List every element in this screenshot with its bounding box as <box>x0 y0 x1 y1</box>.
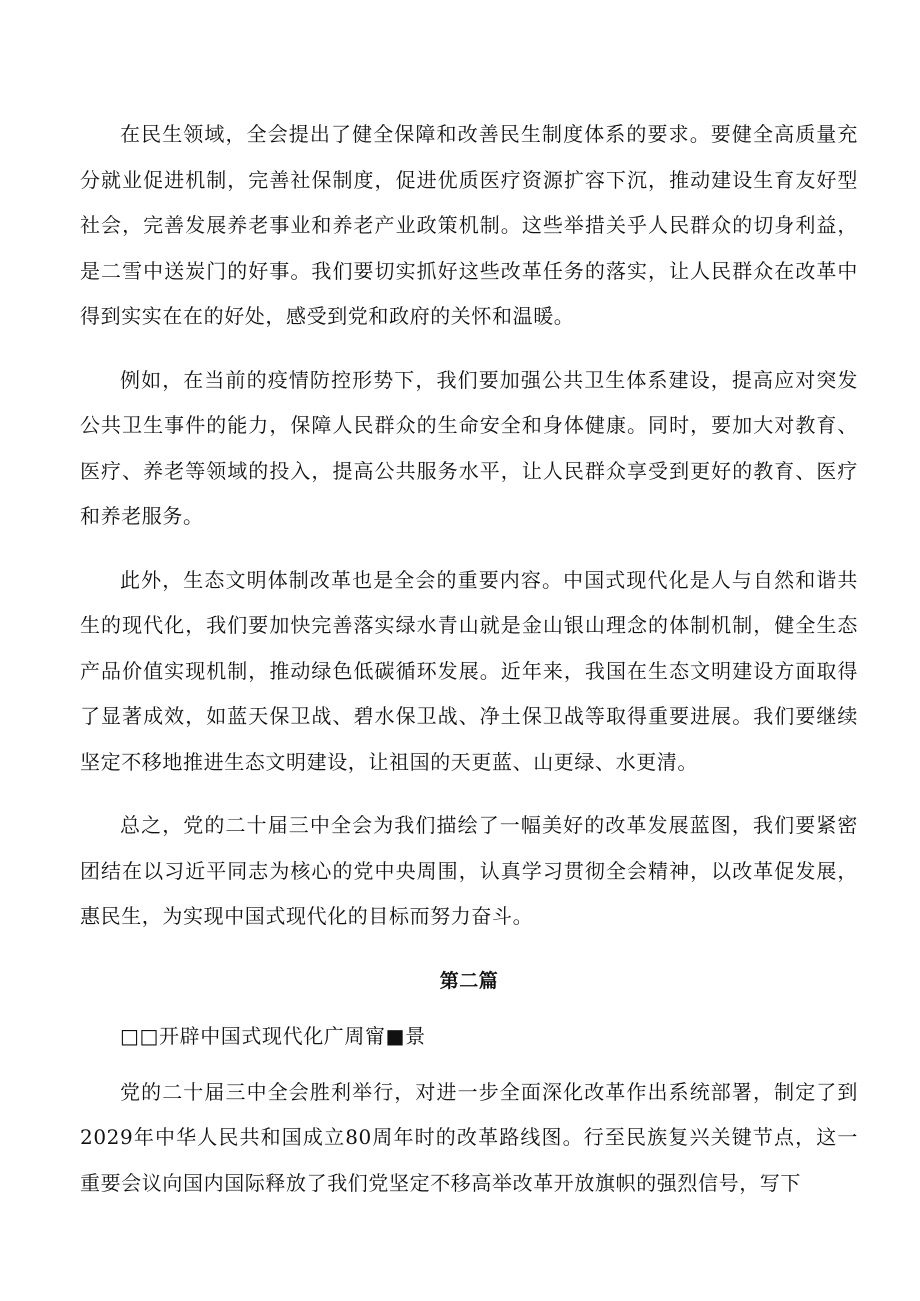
section-subtitle: □□开辟中国式现代化广周甯■景 <box>120 1024 426 1048</box>
paragraph-conclusion: 总之，党的二十届三中全会为我们描绘了一幅美好的改革发展蓝图，我们要紧密团结在以习近平同志为核心的党中央周围，认真学习贯彻全会精神，以改革促发展，惠民生，为实现中国式现代化的目标而努力奋斗。 <box>80 813 858 928</box>
paragraph-ecology: 此外，生态文明体制改革也是全会的重要内容。中国式现代化是人与自然和谐共生的现代化，我们要加快完善落实绿水青山就是金山银山理念的体制机制，健全生态产品价值实现机制，推动绿色低碳循环发展。近年来，我国在生态文明建设方面取得了显著成效，如蓝天保卫战、碧水保卫战、净土保卫战等取得重要进展。我们要继续坚定不移地推进生态文明建设，让祖国的天更蓝、山更绿、水更清。 <box>80 567 858 774</box>
document-page <box>80 112 858 1206</box>
paragraph-livelihood: 在民生领域，全会提出了健全保障和改善民生制度体系的要求。要健全高质量充分就业促进机制，完善社保制度，促进优质医疗资源扩容下沉，推动建设生育友好型社会，完善发展养老事业和养老产业政策机制。这些举措关乎人民群众的切身利益，是二雪中送炭门的好事。我们要切实抓好这些改革任务的落实，让人民群众在改革中得到实实在在的好处，感受到党和政府的关怀和温暖。 <box>80 122 858 328</box>
paragraph-section-two-intro: 党的二十届三中全会胜利举行，对进一步全面深化改革作出系统部署，制定了到2029年中华人民共和国成立80周年时的改革路线图。行至民族复兴关键节点，这一重要会议向国内国际释放了我们党坚定不移高举改革开放旗帜的强烈信号，写下 <box>80 1079 858 1195</box>
paragraph-example: 例如，在当前的疫情防控形势下，我们要加强公共卫生体系建设，提高应对突发公共卫生事件的能力，保障人民群众的生命安全和身体健康。同时，要加大对教育、医疗、养老等领域的投入，提高公共服务水平，让人民群众享受到更好的教育、医疗和养老服务。 <box>80 367 858 528</box>
section-heading: 第二篇 <box>439 969 499 992</box>
